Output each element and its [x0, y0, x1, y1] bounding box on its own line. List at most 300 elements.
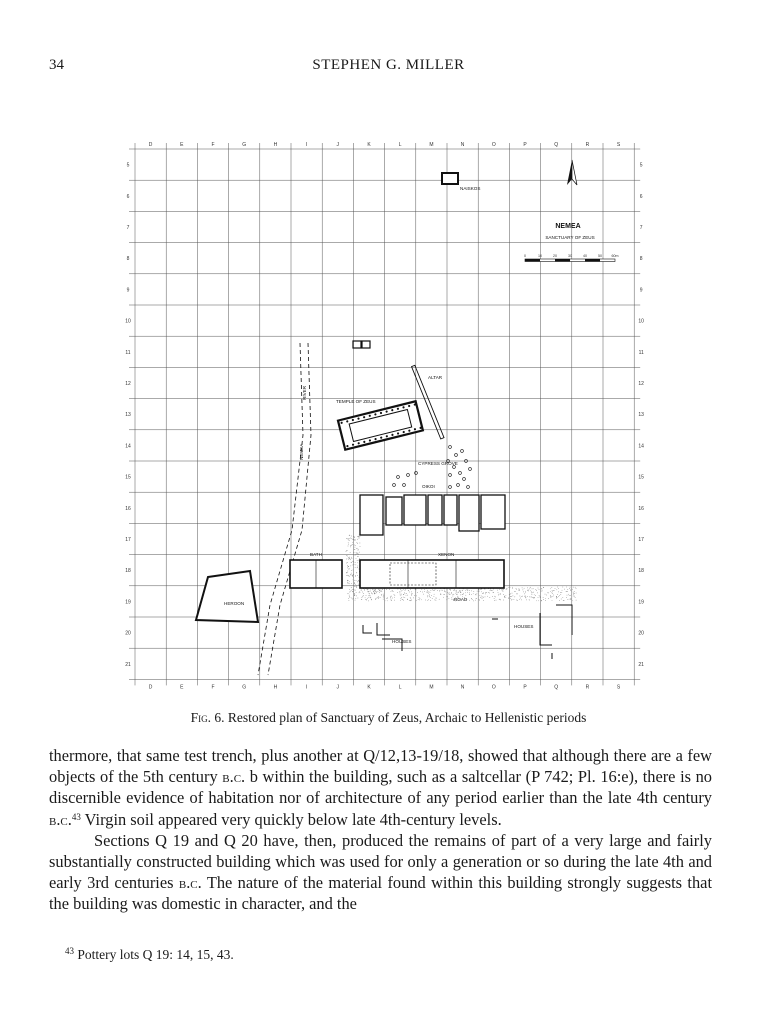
stipple-dot [529, 600, 530, 601]
p1-text-a: thermore, that same test trench, plus another at Q/12,13-19/18, showed that although there are a few objects of the 5th century [49, 746, 712, 787]
page-number: 34 [49, 57, 64, 73]
stipple-dot [397, 592, 398, 593]
stipple-dot [475, 600, 476, 601]
stipple-dot [369, 595, 370, 596]
stipple-dot [458, 592, 459, 593]
stipple-dot [373, 590, 374, 591]
stipple-dot [501, 590, 502, 591]
stipple-dot [421, 589, 422, 590]
stipple-dot [526, 600, 527, 601]
stipple-dot [355, 562, 356, 563]
stipple-dot [353, 570, 354, 571]
stipple-dot [536, 600, 537, 601]
grid-column-label: G [242, 684, 247, 691]
stipple-dot [445, 592, 446, 593]
stipple-dot [359, 537, 360, 538]
stipple-dot [348, 544, 349, 545]
stipple-dot [567, 595, 568, 596]
cypress-tree [393, 484, 396, 487]
stipple-dot [531, 593, 532, 594]
grid-column-label: D [148, 142, 153, 148]
stipple-dot [531, 596, 532, 597]
stipple-dot [534, 594, 535, 595]
stipple-dot [469, 600, 470, 601]
grid-row-label: 16 [638, 505, 644, 512]
stipple-dot [355, 547, 356, 548]
stipple-dot [429, 594, 430, 595]
stipple-dot [412, 593, 413, 594]
stipple-dot [460, 591, 461, 592]
stipple-dot [531, 597, 532, 598]
stipple-dot [481, 596, 482, 597]
stipple-dot [434, 590, 435, 591]
stipple-dot [346, 555, 347, 556]
label-houses-west: HOUSES [392, 639, 412, 644]
stipple-dot [349, 558, 350, 559]
stipple-dot [354, 595, 355, 596]
grid-column-label: Q [554, 684, 559, 691]
stipple-dot [407, 599, 408, 600]
stipple-dot [551, 587, 552, 588]
plan-title: NEMEA [555, 223, 581, 230]
stipple-dot [416, 600, 417, 601]
stipple-dot [408, 590, 409, 591]
grid-row-label: 7 [639, 225, 643, 231]
stipple-dot [539, 595, 540, 596]
stipple-dot [557, 594, 558, 595]
label-altar: ALTAR [428, 375, 443, 380]
stipple-dot [541, 591, 542, 592]
stipple-dot [355, 540, 356, 541]
stipple-dot [455, 590, 456, 591]
stipple-dot [419, 597, 420, 598]
stipple-dot [566, 587, 567, 588]
stipple-dot [356, 592, 357, 593]
stipple-dot [570, 587, 571, 588]
stipple-dot [390, 596, 391, 597]
stipple-dot [352, 591, 353, 592]
stipple-dot [353, 598, 354, 599]
grid-column-label: F [211, 684, 215, 691]
stipple-dot [354, 537, 355, 538]
grid-row-label: 10 [125, 318, 131, 325]
stipple-dot [497, 590, 498, 591]
stipple-dot [350, 575, 351, 576]
stipple-dot [381, 594, 382, 595]
grid-row-label: 17 [125, 537, 131, 543]
stipple-dot [358, 584, 359, 585]
stipple-dot [346, 538, 347, 539]
grid-row-label: 11 [125, 349, 131, 356]
stipple-dot [543, 597, 544, 598]
stipple-dot [376, 598, 377, 599]
stipple-dot [354, 586, 355, 587]
stipple-dot [349, 589, 350, 590]
stipple-dot [490, 590, 491, 591]
stipple-dot [462, 590, 463, 591]
stipple-dot [357, 575, 358, 576]
running-head: STEPHEN G. MILLER [312, 57, 465, 73]
stipple-dot [362, 596, 363, 597]
stipple-dot [391, 596, 392, 597]
stipple-dot [535, 595, 536, 596]
stipple-dot [403, 597, 404, 598]
footnote-text: Pottery lots Q 19: 14, 15, 43. [74, 947, 234, 962]
stipple-dot [431, 590, 432, 591]
stipple-dot [556, 596, 557, 597]
stipple-dot [410, 598, 411, 599]
stipple-dot [552, 590, 553, 591]
stipple-dot [349, 600, 350, 601]
stipple-dot [392, 591, 393, 592]
stipple-dot [347, 580, 348, 581]
stipple-dot [429, 592, 430, 593]
stipple-dot [372, 589, 373, 590]
stipple-dot [370, 597, 371, 598]
stipple-dot [403, 594, 404, 595]
stipple-dot [349, 538, 350, 539]
caption-text: Restored plan of Sanctuary of Zeus, Archaic to Hellenistic periods [224, 710, 587, 725]
stipple-dot [493, 592, 494, 593]
stipple-dot [380, 591, 381, 592]
stipple-dot [350, 559, 351, 560]
stipple-dot [542, 589, 543, 590]
stipple-dot [548, 593, 549, 594]
stipple-dot [573, 587, 574, 588]
stipple-dot [444, 594, 445, 595]
label-heroon: HEROON [224, 601, 245, 606]
stipple-dot [383, 596, 384, 597]
stipple-dot [348, 558, 349, 559]
stipple-dot [569, 595, 570, 596]
stipple-dot [539, 589, 540, 590]
stipple-dot [361, 599, 362, 600]
stipple-dot [550, 591, 551, 592]
stipple-dot [359, 552, 360, 553]
grid-column-label: E [180, 684, 184, 691]
stipple-dot [373, 592, 374, 593]
stipple-dot [528, 591, 529, 592]
footnote-number: 43 [65, 946, 74, 956]
stipple-dot [358, 560, 359, 561]
stipple-dot [352, 558, 353, 559]
stipple-dot [394, 595, 395, 596]
stipple-dot [357, 542, 358, 543]
stipple-dot [469, 594, 470, 595]
stipple-dot [524, 596, 525, 597]
stipple-dot [348, 566, 349, 567]
stipple-dot [347, 581, 348, 582]
stipple-dot [348, 546, 349, 547]
stipple-dot [487, 596, 488, 597]
stipple-dot [482, 598, 483, 599]
stipple-dot [403, 589, 404, 590]
stipple-dot [358, 550, 359, 551]
stipple-dot [378, 598, 379, 599]
stipple-dot [400, 593, 401, 594]
stipple-dot [552, 600, 553, 601]
stipple-dot [374, 593, 375, 594]
stipple-dot [410, 597, 411, 598]
stipple-dot [459, 590, 460, 591]
stipple-dot [358, 549, 359, 550]
grid-column-label: F [211, 142, 215, 148]
stipple-dot [525, 592, 526, 593]
grid-row-label: 13 [125, 412, 131, 419]
stipple-dot [352, 544, 353, 545]
grid-column-label: S [616, 142, 621, 148]
plan-subtitle: SANCTUARY OF ZEUS [545, 235, 595, 240]
stipple-dot [463, 593, 464, 594]
stipple-dot [447, 598, 448, 599]
stipple-dot [439, 599, 440, 600]
stipple-dot [351, 587, 352, 588]
grid-row-label: 18 [125, 568, 131, 575]
stipple-dot [351, 536, 352, 537]
stipple-dot [459, 591, 460, 592]
stipple-dot [550, 588, 551, 589]
stipple-dot [367, 590, 368, 591]
stipple-dot [351, 598, 352, 599]
stipple-dot [361, 589, 362, 590]
stipple-dot [516, 588, 517, 589]
stipple-dot [574, 593, 575, 594]
stipple-dot [461, 592, 462, 593]
grid-column-label: I [305, 684, 308, 691]
stipple-dot [354, 590, 355, 591]
stipple-dot [444, 591, 445, 592]
caption-label: Fig. 6. [190, 710, 225, 725]
stipple-dot [503, 600, 504, 601]
stipple-dot [562, 597, 563, 598]
stipple-dot [523, 592, 524, 593]
stipple-dot [347, 539, 348, 540]
stipple-dot [547, 592, 548, 593]
stipple-dot [442, 590, 443, 591]
grid-column-label: I [305, 142, 308, 148]
stipple-dot [364, 590, 365, 591]
cypress-tree [461, 450, 464, 453]
stipple-dot [383, 595, 384, 596]
stipple-dot [562, 590, 563, 591]
stipple-dot [356, 553, 357, 554]
stipple-dot [381, 590, 382, 591]
grid-column-label: S [616, 684, 621, 691]
stipple-dot [520, 598, 521, 599]
label-nemea-river: NEMEA [299, 443, 304, 460]
stipple-dot [349, 569, 350, 570]
stipple-dot [569, 599, 570, 600]
stipple-dot [574, 591, 575, 592]
stipple-dot [437, 590, 438, 591]
stipple-dot [374, 594, 375, 595]
stipple-dot [559, 595, 560, 596]
stipple-dot [364, 589, 365, 590]
stipple-dot [561, 599, 562, 600]
stipple-dot [435, 589, 436, 590]
stipple-dot [571, 588, 572, 589]
stipple-dot [462, 590, 463, 591]
stipple-dot [425, 600, 426, 601]
stipple-dot [510, 587, 511, 588]
stipple-dot [367, 591, 368, 592]
label-xenon: XENON [438, 552, 455, 557]
stipple-dot [570, 589, 571, 590]
label-cypress-grove: CYPRESS GROVE [418, 461, 458, 466]
grid-column-label: D [148, 684, 153, 691]
cypress-tree [459, 472, 462, 475]
stipple-dot [570, 590, 571, 591]
p1-bc-1: b.c. [222, 767, 246, 787]
stipple-dot [352, 575, 353, 576]
stipple-dot [366, 600, 367, 601]
cypress-tree [449, 446, 452, 449]
stipple-dot [512, 588, 513, 589]
stipple-dot [500, 600, 501, 601]
stipple-dot [500, 599, 501, 600]
stipple-dot [513, 596, 514, 597]
stipple-dot [357, 567, 358, 568]
stipple-dot [446, 596, 447, 597]
stipple-dot [576, 593, 577, 594]
stipple-dot [432, 598, 433, 599]
stipple-dot [357, 543, 358, 544]
stipple-dot [493, 592, 494, 593]
stipple-dot [519, 599, 520, 600]
stipple-dot [553, 595, 554, 596]
stipple-dot [439, 590, 440, 591]
stipple-dot [521, 596, 522, 597]
stipple-dot [485, 594, 486, 595]
stipple-dot [511, 600, 512, 601]
stipple-dot [451, 599, 452, 600]
stipple-dot [401, 598, 402, 599]
stipple-dot [423, 594, 424, 595]
stipple-dot [480, 589, 481, 590]
cypress-grove [393, 446, 472, 489]
stipple-dot [529, 589, 530, 590]
stipple-dot [379, 590, 380, 591]
stipple-dot [511, 596, 512, 597]
stipple-dot [360, 536, 361, 537]
grid-row-label: 16 [125, 505, 131, 512]
cypress-tree [469, 468, 472, 471]
stipple-dot [351, 590, 352, 591]
grid-row-label: 8 [639, 256, 643, 263]
stipple-dot [572, 600, 573, 601]
stipple-dot [405, 593, 406, 594]
stipple-dot [506, 589, 507, 590]
p2-text-b: The nature of the material found within this building strongly suggests that the building was domestic in character, and the [49, 873, 712, 914]
stipple-dot [407, 595, 408, 596]
stipple-dot [375, 599, 376, 600]
stipple-dot [349, 596, 350, 597]
stipple-dot [519, 590, 520, 591]
grid-column-label: R [585, 684, 590, 691]
stipple-dot [427, 590, 428, 591]
stipple-dot [432, 590, 433, 591]
stipple-dot [456, 590, 457, 591]
stipple-dot [557, 587, 558, 588]
stipple-dot [491, 590, 492, 591]
grid-column-label: O [491, 684, 496, 691]
stipple-dot [450, 594, 451, 595]
stipple-dot [379, 592, 380, 593]
stipple-dot [357, 560, 358, 561]
stipple-dot [499, 599, 500, 600]
stipple-dot [383, 597, 384, 598]
stipple-dot [424, 591, 425, 592]
stipple-dot [551, 592, 552, 593]
stipple-dot [348, 593, 349, 594]
stipple-dot [430, 592, 431, 593]
stipple-dot [456, 591, 457, 592]
stipple-dot [510, 596, 511, 597]
stipple-dot [552, 593, 553, 594]
stipple-dot [492, 590, 493, 591]
stipple-dot [451, 597, 452, 598]
cypress-tree [397, 476, 400, 479]
stipple-dot [573, 594, 574, 595]
stipple-dot [355, 555, 356, 556]
stipple-dot [380, 589, 381, 590]
stipple-dot [428, 593, 429, 594]
stipple-dot [354, 580, 355, 581]
stipple-dot [381, 591, 382, 592]
stipple-dot [375, 598, 376, 599]
stipple-dot [402, 599, 403, 600]
temple-of-zeus [338, 401, 423, 449]
stipple-dot [355, 590, 356, 591]
site-plan-figure [120, 135, 660, 700]
p2-bc: b.c. [178, 873, 202, 893]
stipple-dot [558, 588, 559, 589]
stipple-dot [427, 592, 428, 593]
stipple-dot [529, 597, 530, 598]
stipple-dot [571, 594, 572, 595]
stipple-dot [479, 591, 480, 592]
stipple-dot [479, 600, 480, 601]
stipple-dot [530, 587, 531, 588]
stipple-dot [492, 596, 493, 597]
p1-bc-2: b.c. [49, 809, 72, 829]
stipple-dot [357, 566, 358, 567]
stipple-dot [479, 595, 480, 596]
grid-column-label: P [523, 142, 527, 148]
stipple-dot [512, 599, 513, 600]
stipple-dot [564, 600, 565, 601]
stipple-dot [548, 598, 549, 599]
stipple-dot [386, 589, 387, 590]
stipple-dot [523, 590, 524, 591]
stipple-dot [354, 593, 355, 594]
grid-column-label: R [585, 142, 590, 148]
stipple-dot [427, 595, 428, 596]
stipple-dot [370, 590, 371, 591]
stipple-dot [506, 588, 507, 589]
grid-row-label: 20 [638, 630, 644, 637]
stipple-dot [351, 562, 352, 563]
stipple-dot [382, 589, 383, 590]
stipple-dot [348, 575, 349, 576]
stipple-dot [576, 600, 577, 601]
stipple-dot [506, 595, 507, 596]
stipple-dot [404, 593, 405, 594]
stipple-dot [479, 589, 480, 590]
stipple-dot [494, 598, 495, 599]
stipple-dot [500, 594, 501, 595]
stipple-dot [496, 600, 497, 601]
